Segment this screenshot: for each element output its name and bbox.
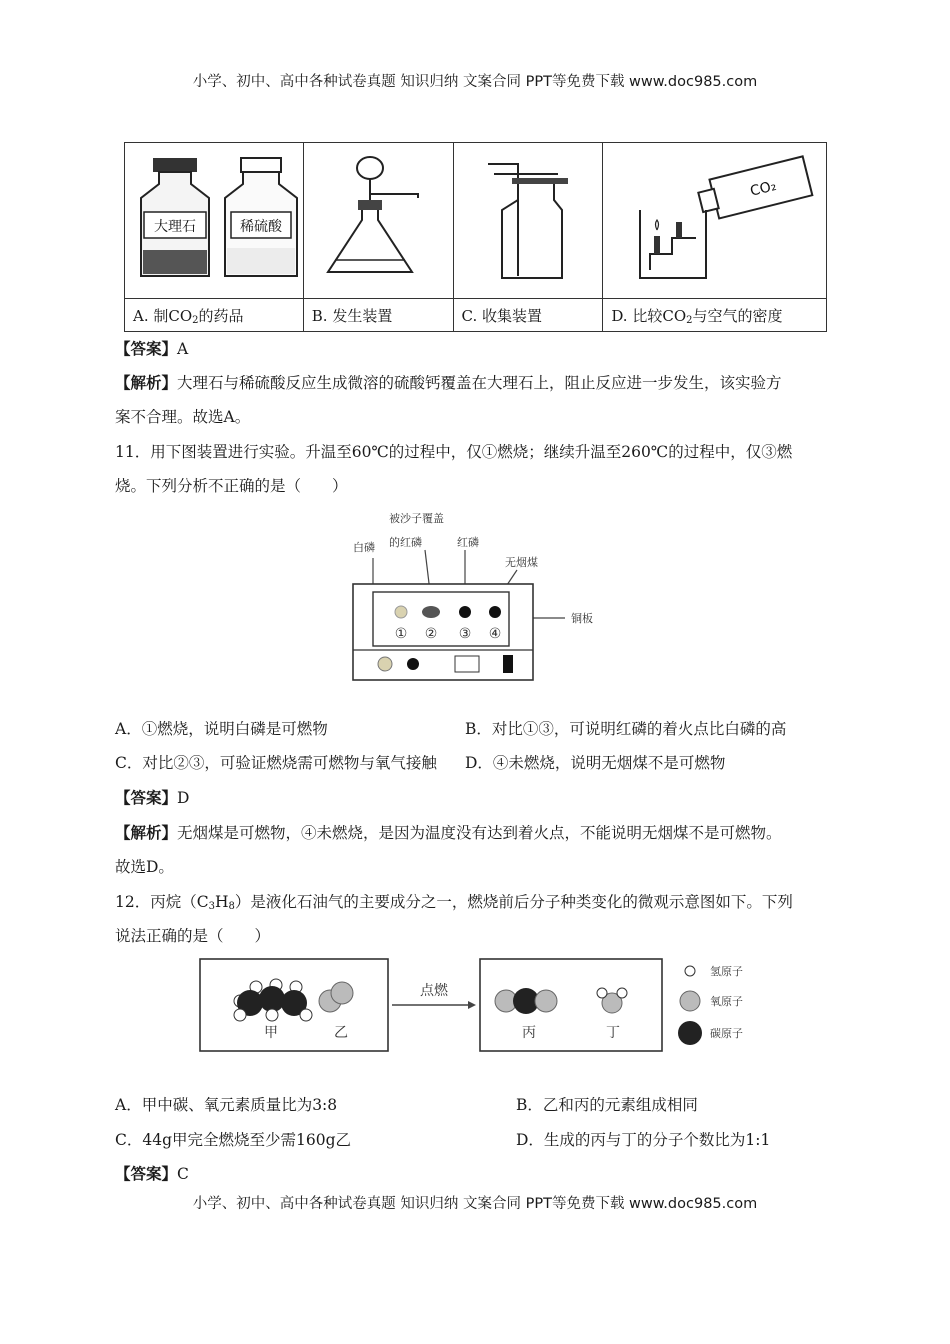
sand-covered-phosphorus [422,606,440,618]
h-atom [300,1009,312,1021]
candle-high [676,222,682,238]
cylinder-mouth [698,188,718,211]
q11-analysis-cont: 故选D。 [115,858,174,876]
legend-o-icon [680,991,700,1011]
legend-o-label: 氧原子 [710,995,743,1008]
q12-option-a: A．甲中碳、氧元素质量比为3:8 [115,1096,338,1114]
apparatus-table [124,142,827,332]
caption-a: A. 制$CO_2$的药品 [125,299,304,332]
reagent-bottles-cell [125,143,304,299]
name-yi: 乙 [334,1025,348,1041]
page-footer: 小学、初中、高中各种试卷真题 知识归纳 文案合同 PPT等免费下载 www.doc985.com [192,1196,758,1212]
number-2: ② [424,626,438,642]
acid-liquid [227,248,295,274]
q11-stem-cont: 烧。下列分析不正确的是（ ） [115,477,348,495]
q10-analysis-cont: 案不合理。故选A。 [115,408,251,426]
legend-c-label: 碳原子 [710,1027,743,1040]
c-atom [259,986,285,1012]
label-copper-plate: 铜板 [571,612,593,625]
marble-chips [143,250,207,274]
caption-d: D. 比较$CO_2$与空气的密度 [603,299,827,332]
legend-c-icon [678,1021,702,1045]
page-header: 小学、初中、高中各种试卷真题 知识归纳 文案合同 PPT等免费下载 www.doc985.com [192,74,758,90]
q12-option-b: B．乙和丙的元素组成相同 [516,1096,698,1114]
molecule-figure [196,955,776,1055]
h-atom [266,1009,278,1021]
label-red-phos-covered: 的红磷 [389,536,422,549]
generator-figure [308,154,448,284]
combustion-figure [345,504,605,700]
anthracite [489,606,501,618]
label-red-phos: 红磷 [457,536,479,549]
stopper [358,200,382,210]
number-3: ③ [458,626,472,642]
q12-stem-cont: 说法正确的是（ ） [115,927,271,945]
bottle-label-text-left: 大理石 [153,218,196,235]
q11-option-b: B．对比①③，可说明红磷的着火点比白磷的高 [465,720,787,738]
q11-option-d: D．④未燃烧，说明无烟煤不是可燃物 [465,754,726,772]
conical-flask [328,210,412,272]
caption-c: C. 收集装置 [453,299,603,332]
reagent-bottles-figure [129,154,299,284]
density-figure [610,154,820,284]
bottle-stopper-left [153,158,197,172]
bottle-stopper-right [241,158,281,172]
o-atom [535,990,557,1012]
q10-answer: 【答案】A [115,339,189,358]
legend-h-label: 氢原子 [710,965,743,978]
collector-cell [453,143,603,299]
furnace-indicator [407,658,419,670]
candle-low [654,236,660,254]
number-1: ① [394,626,408,642]
name-jia: 甲 [264,1025,278,1041]
temp-display [455,656,479,672]
flame-icon [655,220,658,230]
number-4: ④ [488,626,502,642]
q12-option-d: D．生成的丙与丁的分子个数比为1:1 [516,1131,771,1149]
furnace-switch [503,655,513,673]
q12-stem: 12．丙烷$(C_3H_8)$是液化石油气的主要成分之一，燃烧前后分子种类变化的微观示意图如下。下列 [115,893,793,912]
legend-h-icon [685,966,695,976]
q12-option-c: C．44g甲完全燃烧至少需160g乙 [115,1131,352,1149]
white-phosphorus [395,606,407,618]
q11-stem: 11．用下图装置进行实验。升温至60℃的过程中，仅①燃烧；继续升温至260℃的过程中，仅③燃 [115,443,793,461]
delivery-tube [370,194,418,198]
arrow-head [468,1001,476,1009]
arrow-label: 点燃 [420,983,448,999]
generator-cell [303,143,453,299]
q11-analysis: 【解析】无烟煤是可燃物，④未燃烧，是因为温度没有达到着火点，不能说明无烟煤不是可燃物。 [115,823,782,842]
h-atom [617,988,627,998]
q11-option-a: A．①燃烧，说明白磷是可燃物 [115,720,328,738]
q12-answer: 【答案】C [115,1164,189,1183]
label-sand-covered: 被沙子覆盖 [389,512,444,525]
h-atom [234,1009,246,1021]
caption-b: B. 发生装置 [303,299,453,332]
bottle-label-text-right: 稀硫酸 [239,218,282,235]
q11-answer: 【答案】D [115,788,190,807]
name-bing: 丙 [522,1025,536,1041]
h-atom [597,988,607,998]
funnel-top [357,157,383,179]
q11-option-c: C．对比②③，可验证燃烧需可燃物与氧气接触 [115,754,437,772]
red-phosphorus [459,606,471,618]
q10-analysis: 【解析】大理石与稀硫酸反应生成微溶的硫酸钙覆盖在大理石上，阻止反应进一步发生，该实验方 [115,373,782,392]
label-white-phos: 白磷 [353,541,375,554]
furnace-knob [378,657,392,671]
collector-figure [458,154,598,284]
density-cell [603,143,827,299]
name-ding: 丁 [606,1025,620,1041]
co2-label: CO₂ [748,177,778,200]
gas-bottle [502,184,562,278]
label-coal: 无烟煤 [505,556,538,569]
o-atom [331,982,353,1004]
stopper [512,178,568,184]
